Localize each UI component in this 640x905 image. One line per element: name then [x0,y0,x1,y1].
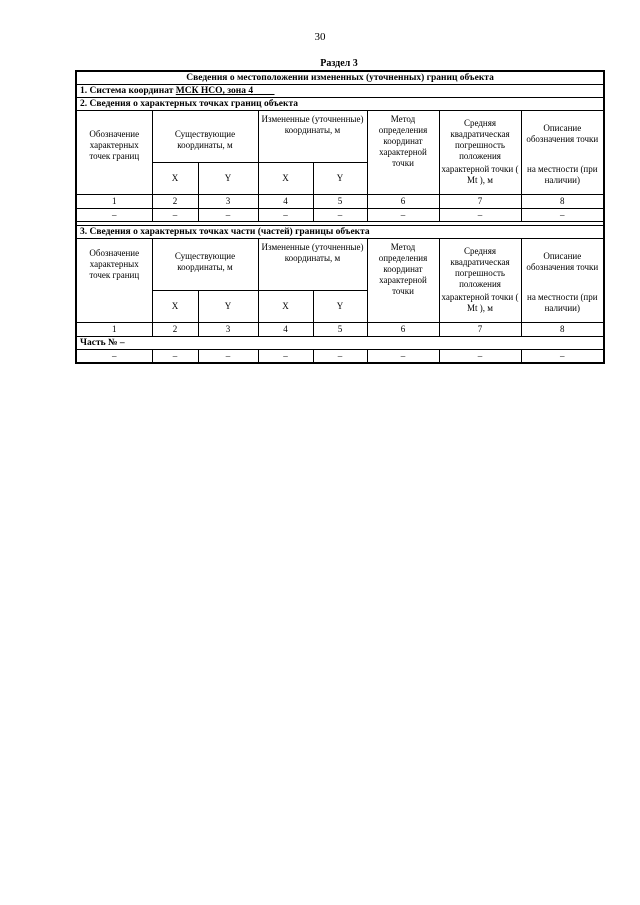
table-main [75,70,605,364]
cell-empty: – [439,209,521,222]
cell-empty: – [76,209,152,222]
col-number: 3 [198,195,258,209]
boundary-table [75,70,603,364]
table-title: Сведения о местоположении измененных (уточненных) границ объекта [76,71,604,85]
coord-system-label: 1. Система координат [80,86,174,96]
cell-empty: – [76,350,152,364]
header-changed: Измененные (уточненные) координаты, м [258,111,367,163]
header-changed-x: X [258,290,313,323]
header-existing: Существующие координаты, м [152,111,258,163]
header-descr-top: Описание обозначения точки [521,239,604,291]
header-existing: Существующие координаты, м [152,239,258,291]
header-changed: Измененные (уточненные) координаты, м [258,239,367,291]
col-number: 5 [313,323,367,337]
header-existing-x: X [152,290,198,323]
cell-empty: – [198,209,258,222]
col-number: 8 [521,195,604,209]
col-number: 7 [439,323,521,337]
col-number: 3 [198,323,258,337]
cell-empty: – [198,350,258,364]
cell-empty: – [439,350,521,364]
header-descr-bottom: на местности (при наличии) [521,290,604,323]
header-changed-x: X [258,162,313,195]
section-title: Раздел 3 [320,58,358,69]
col-number: 1 [76,323,152,337]
header-error-top: Средняя квадратическая погрешность положения [439,239,521,291]
header-method: Метод определения координат характерной точки [367,111,439,195]
header-changed-y: Y [313,162,367,195]
block2-title: 2. Сведения о характерных точках границ объекта [76,98,604,111]
cell-empty: – [258,350,313,364]
col-number: 1 [76,195,152,209]
header-descr-top: Описание обозначения точки [521,111,604,163]
coord-system-row [76,85,604,98]
cell-empty: – [313,209,367,222]
header-designation: Обозначение характерных точек границ [76,111,152,195]
col-number: 4 [258,195,313,209]
header-error-bottom: характерной точки ( Mt ), м [439,290,521,323]
col-number: 6 [367,323,439,337]
part-label: Часть № – [76,337,604,350]
header-changed-y: Y [313,290,367,323]
header-descr-bottom: на местности (при наличии) [521,162,604,195]
col-number: 4 [258,323,313,337]
col-number: 5 [313,195,367,209]
col-number: 2 [152,323,198,337]
header-designation: Обозначение характерных точек границ [76,239,152,323]
header-error-top: Средняя квадратическая погрешность положения [439,111,521,163]
header-existing-y: Y [198,162,258,195]
col-number: 7 [439,195,521,209]
coord-system-value: МСК НСО, зона 4 [175,86,254,96]
cell-empty: – [152,350,198,364]
cell-empty: – [367,350,439,364]
col-number: 2 [152,195,198,209]
block3-title: 3. Сведения о характерных точках части (частей) границы объекта [76,226,604,239]
cell-empty: – [521,209,604,222]
cell-empty: – [521,350,604,364]
header-existing-y: Y [198,290,258,323]
cell-empty: – [258,209,313,222]
cell-empty: – [313,350,367,364]
cell-empty: – [152,209,198,222]
cell-empty: – [367,209,439,222]
header-error-bottom: характерной точки ( Mt ), м [439,162,521,195]
header-method: Метод определения координат характерной точки [367,239,439,323]
col-number: 6 [367,195,439,209]
page-number: 30 [314,31,326,43]
header-existing-x: X [152,162,198,195]
col-number: 8 [521,323,604,337]
